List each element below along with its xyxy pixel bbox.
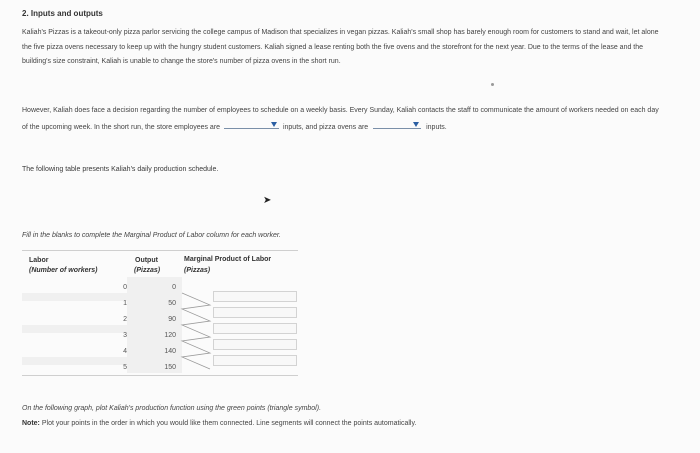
connector-lines-icon xyxy=(180,291,216,371)
mpl-input-5[interactable] xyxy=(213,355,297,366)
stray-dot-icon xyxy=(491,83,494,86)
mpl-input-3[interactable] xyxy=(213,323,297,334)
mpl-header: Marginal Product of Labor xyxy=(184,256,272,263)
labor-header: Labor xyxy=(29,257,49,264)
employees-input-type-dropdown[interactable] xyxy=(224,119,279,129)
table-instruction: Fill in the blanks to complete the Marginal Product of Labor column for each worker. xyxy=(22,232,281,239)
workers-cell: 3 xyxy=(123,332,127,339)
paragraph-text-before: However, Kaliah does face a decision regarding the number of employees to schedule on a weekly basis. Every Sunday, Kaliah contacts the staff to communicate the amount of workers needed on each day of the upcoming week. In the short run, the store employees are xyxy=(22,107,659,131)
ovens-input-type-dropdown[interactable] xyxy=(373,119,421,129)
output-header: Output xyxy=(135,257,158,264)
output-cell: 150 xyxy=(164,364,176,371)
workers-cell: 5 xyxy=(123,364,127,371)
output-cell: 140 xyxy=(164,348,176,355)
graph-instruction: On the following graph, plot Kaliah's production function using the green points (triangle symbol). xyxy=(22,405,322,412)
output-cell: 0 xyxy=(172,284,176,291)
scenario-paragraph: Kaliah's Pizzas is a takeout-only pizza parlor servicing the college campus of Madison that specializes in vegan pizzas. Kaliah's small shop has barely enough room for customers to stand and wait, let alone the five pizza ovens necessary to keep up with the hungry student customers. Kaliah signed a lease renting both the five ovens and the storefront for the next year. Due to the terms of the lease and the building's size constraint, Kaliah is unable to change the store's number of pizza ovens in the short run. xyxy=(22,29,659,65)
chevron-down-icon xyxy=(413,122,419,127)
paragraph-text-after: inputs. xyxy=(426,123,447,131)
output-cell: 120 xyxy=(164,332,176,339)
mpl-input-1[interactable] xyxy=(213,291,297,302)
mpl-subheader: (Pizzas) xyxy=(184,267,211,274)
output-subheader: (Pizzas) xyxy=(134,267,161,274)
output-cell: 50 xyxy=(168,300,176,307)
workers-cell: 1 xyxy=(123,300,127,307)
note-label: Note: xyxy=(22,420,40,427)
workers-cell: 0 xyxy=(123,284,127,291)
note-text xyxy=(22,420,416,427)
labor-subheader: (Number of workers) xyxy=(29,267,98,274)
output-column-shading xyxy=(127,277,182,373)
table-intro-text: The following table presents Kaliah's daily production schedule. xyxy=(22,166,219,173)
mouse-cursor-icon: ➤ xyxy=(263,195,272,206)
workers-cell: 2 xyxy=(123,316,127,323)
mpl-input-2[interactable] xyxy=(213,307,297,318)
mpl-input-4[interactable] xyxy=(213,339,297,350)
output-cell: 90 xyxy=(168,316,176,323)
chevron-down-icon xyxy=(271,122,277,127)
decision-paragraph xyxy=(22,104,662,135)
note-body: Plot your points in the order in which you would like them connected. Line segments will connect the points automatically. xyxy=(41,420,417,427)
paragraph-text-middle: inputs, and pizza ovens are xyxy=(282,123,369,131)
workers-cell: 4 xyxy=(123,348,127,355)
question-title: 2. Inputs and outputs xyxy=(22,9,103,18)
production-table xyxy=(22,250,298,376)
